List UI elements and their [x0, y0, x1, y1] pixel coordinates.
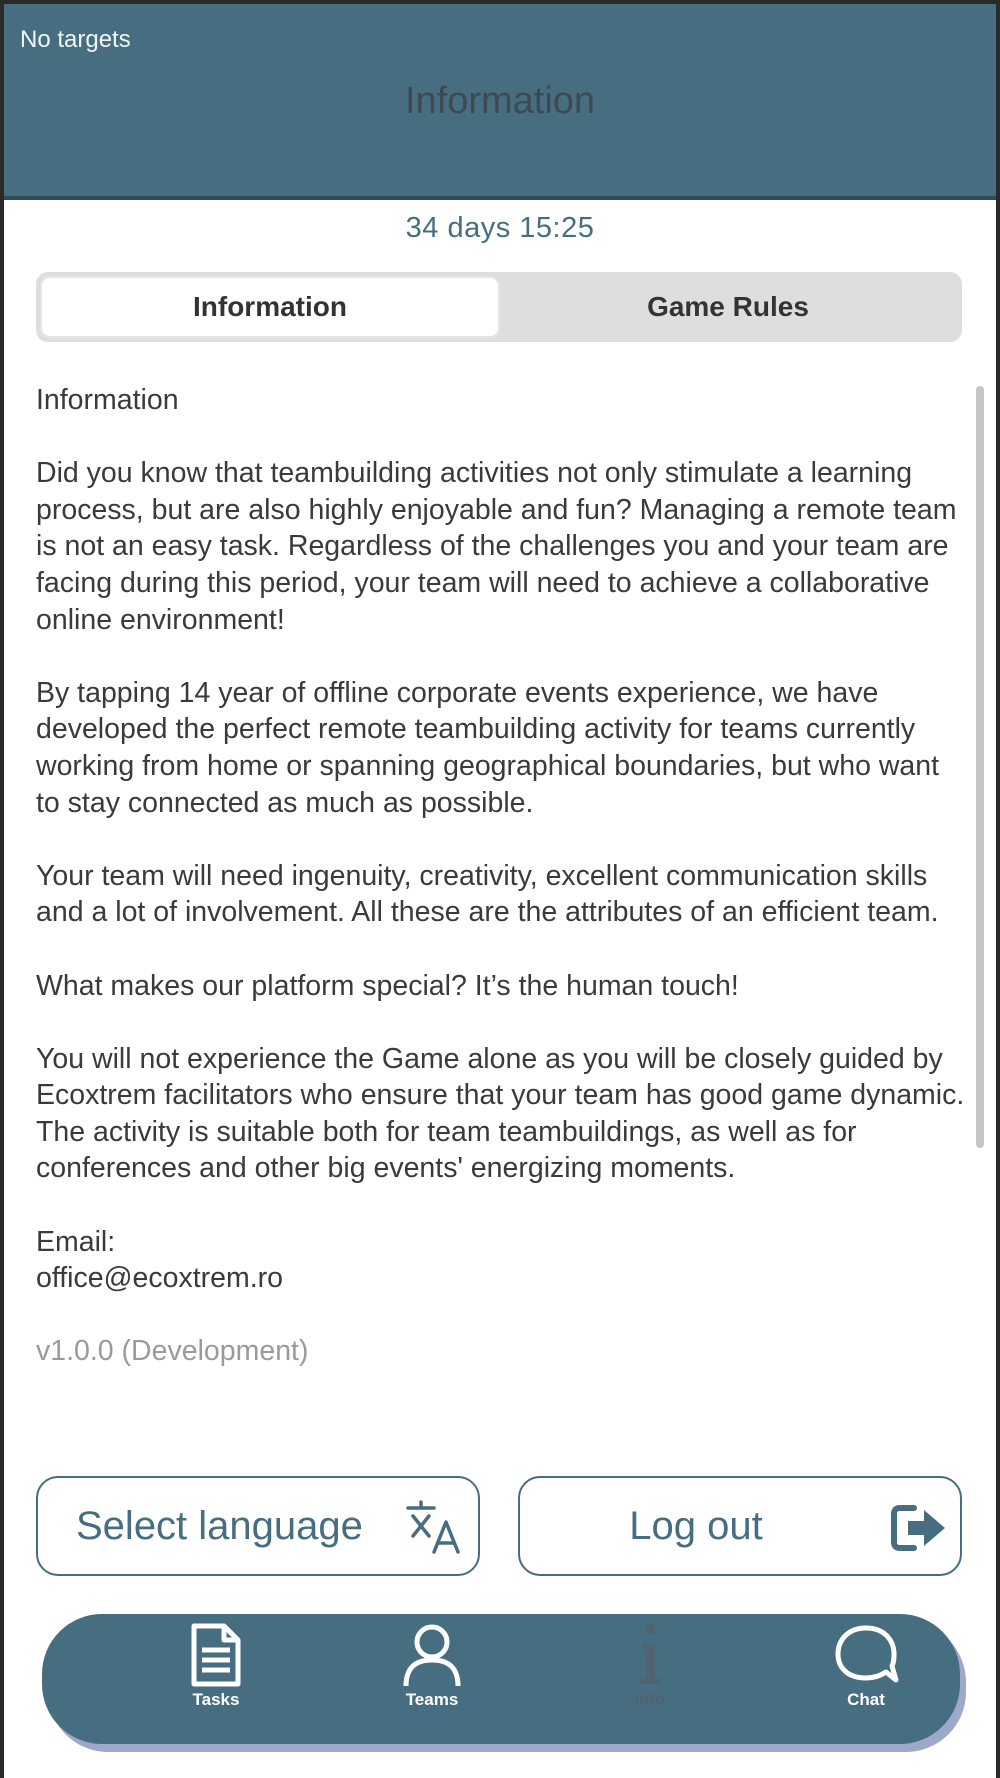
nav-chat-label: Chat — [847, 1690, 885, 1709]
information-content — [36, 382, 966, 1370]
nav-teams-label: Teams — [405, 1690, 459, 1709]
log-out-label: Log out — [629, 1503, 763, 1548]
nav-info[interactable] — [580, 1622, 720, 1736]
content-heading: Information — [36, 384, 179, 416]
targets-status: No targets — [20, 26, 131, 53]
translate-icon — [404, 1498, 464, 1563]
email-block — [36, 1224, 966, 1297]
content-paragraph: Your team will need ingenuity, creativity, excellent communication skills and a lot of involvement. All these are the attributes of an efficient team. — [36, 859, 939, 929]
content-scrollbar[interactable] — [976, 386, 984, 1148]
info-icon — [630, 1622, 670, 1688]
logout-icon — [888, 1500, 948, 1561]
select-language-button[interactable] — [36, 1476, 480, 1576]
nav-chat[interactable] — [796, 1622, 936, 1736]
page-title: Information — [404, 80, 596, 122]
countdown-timer: 34 days 15:25 — [405, 212, 595, 244]
tab-game-rules[interactable]: Game Rules — [647, 291, 809, 322]
person-icon — [400, 1622, 464, 1688]
chat-bubble-icon — [830, 1622, 902, 1688]
app-version: v1.0.0 (Development) — [36, 1335, 309, 1368]
content-paragraph: What makes our platform special? It’s the human touch! — [36, 969, 739, 1002]
app-header — [4, 4, 996, 200]
document-icon — [188, 1622, 244, 1688]
content-paragraph: By tapping 14 year of offline corporate events experience, we have developed the perfect remote teambuilding activity for teams currently working from home or spanning geographical boundaries, but who want to stay connected as much as possible. — [36, 676, 940, 819]
content-paragraph: You will not experience the Game alone as you will be closely guided by Ecoxtrem facilitators who ensure that your team has good game dynamic. The activity is suitable both for team teambuildings, as well as for conferences and other big events' energizing moments. — [36, 1042, 965, 1185]
nav-info-label: Info — [634, 1690, 666, 1709]
select-language-label: Select language — [76, 1503, 363, 1548]
bottom-navigation — [42, 1614, 960, 1744]
tab-bar — [36, 272, 962, 342]
nav-tasks[interactable] — [146, 1622, 286, 1736]
nav-tasks-label: Tasks — [192, 1690, 240, 1709]
nav-teams[interactable] — [362, 1622, 502, 1736]
tab-information[interactable]: Information — [40, 276, 500, 338]
email-link[interactable]: office@ecoxtrem.ro — [36, 1262, 283, 1295]
log-out-button[interactable] — [518, 1476, 962, 1576]
email-label: Email: — [36, 1225, 116, 1258]
content-paragraph: Did you know that teambuilding activities not only stimulate a learning process, but are also highly enjoyable and fun? Managing a remote team is not an easy task. Regardless of the challenges you and your team are facing during this period, your team will need to achieve a collaborative online environment! — [36, 457, 957, 636]
